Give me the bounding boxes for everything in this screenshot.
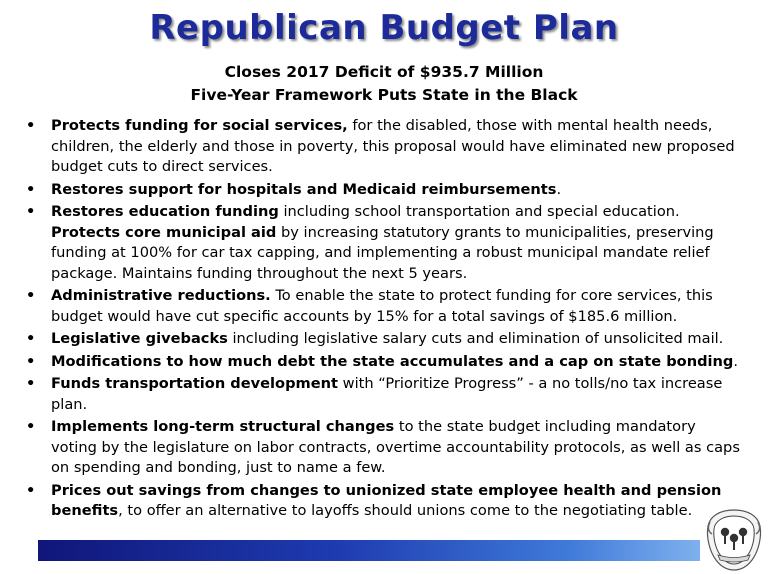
bullet-marker: • <box>26 203 36 220</box>
bullet-item <box>25 286 745 327</box>
bullet-marker: • <box>26 481 36 499</box>
bullet-body: , to offer an alternative to layoffs should unions come to the negotiating table. <box>118 502 693 519</box>
bullet-item <box>25 417 745 479</box>
bullet-list <box>25 116 745 524</box>
bullet-body: to the state budget including mandatory voting by the legislature on labor contracts, overtime accountability protocols, as well as caps on spending and bonding, just to name a few. <box>51 418 740 476</box>
bullet-lead-secondary: Protects core municipal aid <box>51 223 277 241</box>
bullet-body: for the disabled, those with mental health needs, children, the elderly and those in poverty, this proposal would have eliminated new proposed budget cuts to direct services. <box>51 117 735 175</box>
bullet-marker: • <box>26 418 36 435</box>
footer-gradient-bar <box>38 540 700 561</box>
bullet-lead: Restores education funding <box>51 203 279 220</box>
bullet-marker: • <box>26 117 36 134</box>
bullet-item <box>25 374 745 415</box>
bullet-lead: Protects funding for social services, <box>51 117 348 134</box>
bullet-item <box>25 481 745 522</box>
bullet-lead: Restores support for hospitals and Medicaid reimbursements <box>51 180 557 198</box>
bullet-marker: • <box>26 180 36 198</box>
state-seal-icon <box>704 508 764 572</box>
bullet-body: . <box>733 352 739 370</box>
subtitle-line-2: Five-Year Framework Puts State in the Black <box>190 86 578 104</box>
bullet-item <box>25 202 745 284</box>
bullet-item <box>25 329 745 350</box>
bullet-body: . <box>556 180 562 198</box>
bullet-body: including school transportation and special education. <box>278 203 680 220</box>
bullet-lead: Administrative reductions. <box>51 287 271 304</box>
bullet-lead: Implements long-term structural changes <box>51 418 395 435</box>
bullet-marker: • <box>26 330 36 347</box>
bullet-lead: Legislative givebacks <box>51 330 228 347</box>
slide-title: Republican Budget Plan <box>149 8 619 48</box>
subtitle-line-1: Closes 2017 Deficit of $935.7 Million <box>224 63 544 81</box>
bullet-item <box>25 116 745 178</box>
bullet-item <box>25 352 745 373</box>
bullet-body: including legislative salary cuts and elimination of unsolicited mail. <box>227 330 724 347</box>
bullet-body-secondary: by increasing statutory grants to municipalities, preserving funding at 100% for car tax capping, and implementing a robust municipal mandate relief package. Maintains funding throughout the next 5 years. <box>51 223 714 282</box>
bullet-marker: • <box>26 352 36 370</box>
bullet-marker: • <box>26 287 36 304</box>
bullet-lead: Funds transportation development <box>51 375 339 392</box>
bullet-marker: • <box>26 375 36 392</box>
bullet-body: with “Prioritize Progress” - a no tolls/no tax increase plan. <box>51 375 723 413</box>
bullet-lead: Prices out savings from changes to unionized state employee health and pension benefits <box>51 481 722 519</box>
bullet-item <box>25 180 745 201</box>
bullet-body: To enable the state to protect funding for core services, this budget would have cut specific accounts by 15% for a total savings of $185.6 million. <box>51 287 713 325</box>
bullet-lead: Modifications to how much debt the state accumulates and a cap on state bonding <box>51 352 734 370</box>
